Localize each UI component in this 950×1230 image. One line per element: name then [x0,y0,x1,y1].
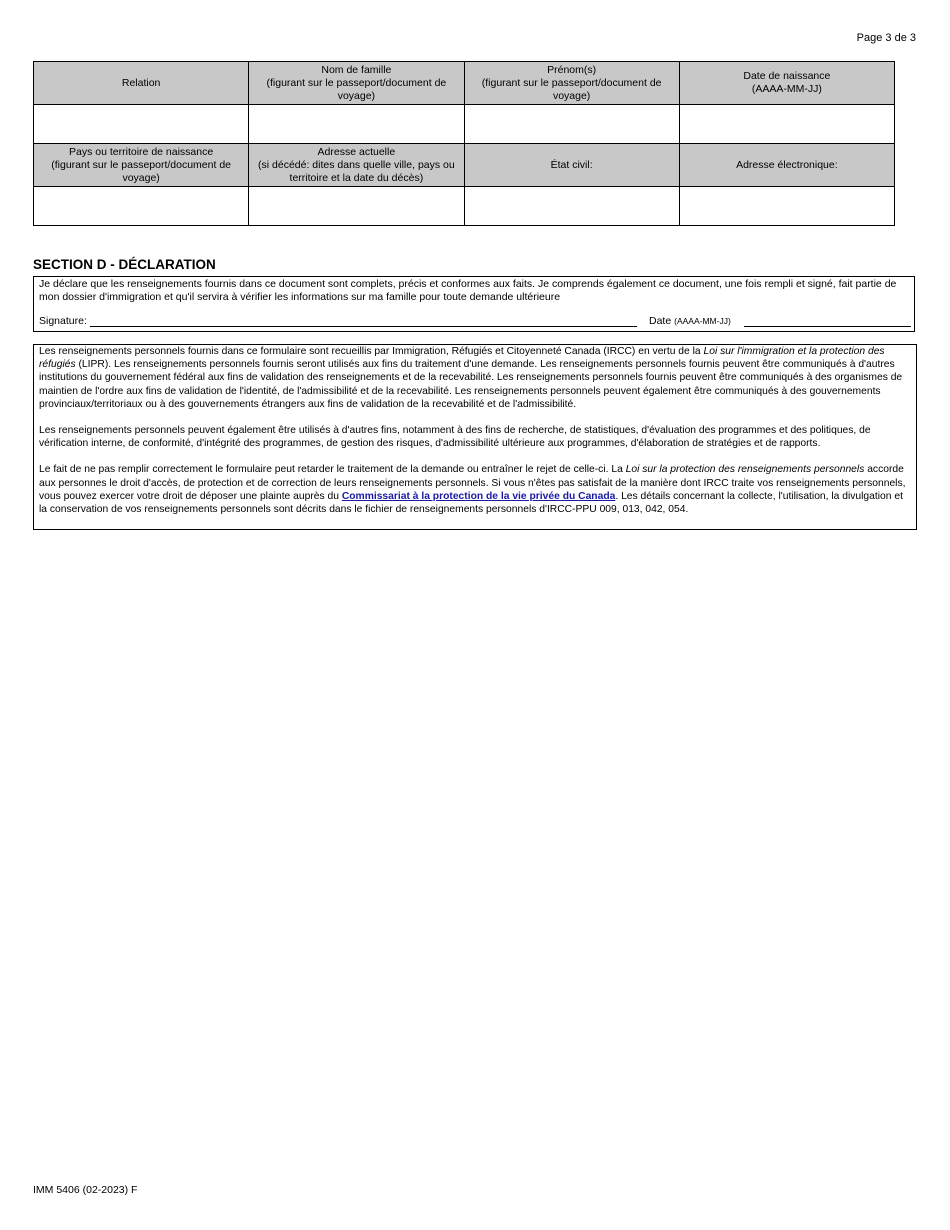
date-field[interactable] [744,326,911,327]
header-email: Adresse électronique: [679,144,894,187]
header-current-address: Adresse actuelle (si décédé: dites dans quelle ville, pays ou territoire et la date du décès) [249,144,464,187]
first-name-field[interactable] [464,105,679,144]
country-of-birth-field[interactable] [34,187,249,226]
header-last-name: Nom de famille (figurant sur le passeport/document de voyage) [249,62,464,105]
section-d-title: SECTION D - DÉCLARATION [33,257,216,272]
family-member-table [33,61,895,226]
declaration-box [33,276,915,332]
header-first-name: Prénom(s) (figurant sur le passeport/document de voyage) [464,62,679,105]
relation-field[interactable] [34,105,249,144]
header-marital-status: État civil: [464,144,679,187]
privacy-paragraph-3: Le fait de ne pas remplir correctement le formulaire peut retarder le traitement de la demande ou entraîner le rejet de celle-ci. La Loi sur la protection des renseignements personnels accorde aux personnes le droit d'accès, de protection et de correction de leurs renseignements personnels. Si vous n'êtes pas satisfait de la manière dont IRCC traite vos renseignements personnels, vous pouvez exercer votre droit de déposer une plainte auprès du Commissariat à la protection de la vie privée du Canada. Les détails concernant la collecte, l'utilisation, la divulgation et la conservation de vos renseignements personnels sont décrits dans le fichier de renseignements personnels d'IRCC-PPU 009, 013, 042, 054. [39,464,906,516]
privacy-paragraph-2: Les renseignements personnels peuvent également être utilisés à d'autres fins, notamment à des fins de recherche, de statistiques, d'évaluation des programmes et des politiques, de vérification interne, de conformité, d'intégrité des programmes, de gestion des risques, d'admissibilité ultérieure aux programmes, d'élaboration de stratégies et de rapports. [39,425,871,450]
email-field[interactable] [679,187,894,226]
signature-label: Signature: [39,315,87,327]
table-input-row [34,105,895,144]
declaration-text: Je déclare que les renseignements fournis dans ce document sont complets, précis et conformes aux faits. Je comprends également ce document, une fois rempli et signé, fait partie de mon dossier d'immigration et qu'il servira à vérifier les informations sur ma famille pour toute demande ultérieure [39,278,897,303]
date-label: Date (AAAA-MM-JJ) [649,315,731,327]
form-identifier: IMM 5406 (02-2023) F [33,1184,138,1196]
header-date-of-birth: Date de naissance (AAAA-MM-JJ) [679,62,894,105]
table-header-row [34,144,895,187]
current-address-field[interactable] [249,187,464,226]
header-country-of-birth: Pays ou territoire de naissance (figurant sur le passeport/document de voyage) [34,144,249,187]
header-relation: Relation [34,62,249,105]
privacy-paragraph-1: Les renseignements personnels fournis dans ce formulaire sont recueillis par Immigration, Réfugiés et Citoyenneté Canada (IRCC) en vertu de la Loi sur l'immigration et la protection des réfugiés (LIPR). Les renseignements personnels fournis seront utilisés aux fins du traitement d'une demande. Les renseignements personnels fournis peuvent être communiqués à d'autres institutions du gouvernement fédéral aux fins de validation des renseignements et de la recevabilité. Les renseignements personnels fournis peuvent être communiqués à des organismes de maintien de l'ordre aux fins de validation de l'identité, de l'admissibilité et de la recevabilité. Les renseignements personnels peuvent également être communiqués à des gouvernements provinciaux/territoriaux ou à des gouvernements étrangers aux fins de validation de la recevabilité et de l'admissibilité. [39,346,903,410]
table-input-row [34,187,895,226]
signature-field[interactable] [90,326,637,327]
table-header-row [34,62,895,105]
privacy-commissioner-link[interactable]: Commissariat à la protection de la vie privée du Canada [341,490,616,502]
date-of-birth-field[interactable] [679,105,894,144]
privacy-notice [33,344,917,530]
date-format-hint: (AAAA-MM-JJ) [674,316,731,326]
page-number: Page 3 de 3 [856,32,916,44]
last-name-field[interactable] [249,105,464,144]
marital-status-field[interactable] [464,187,679,226]
